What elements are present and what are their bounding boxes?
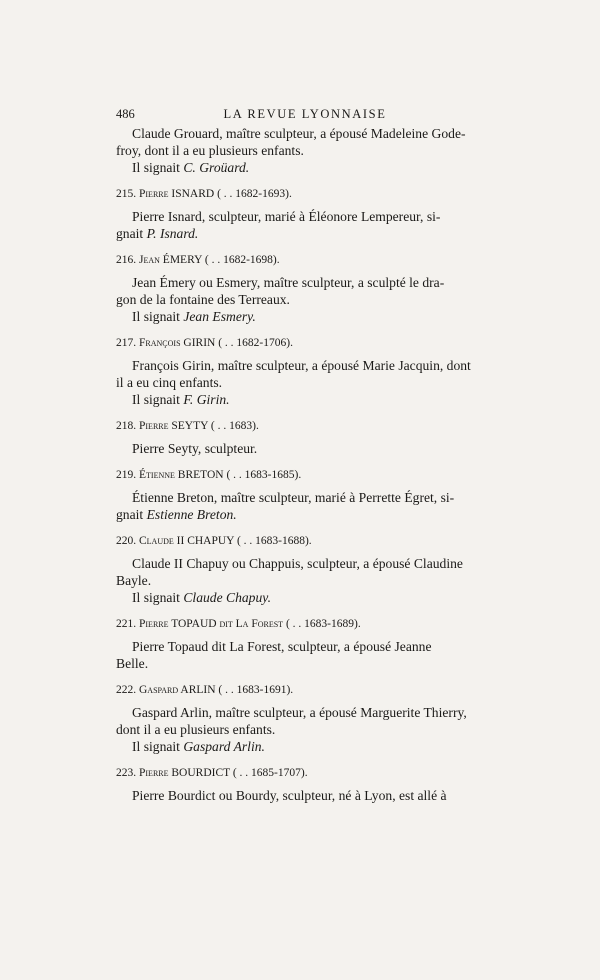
entry-signature: Il signait Gaspard Arlin.: [132, 739, 265, 754]
entry-219: [116, 467, 496, 523]
entry-220: [116, 533, 496, 606]
entry-218: [116, 418, 496, 457]
entry-text: Claude Grouard, maître sculpteur, a épousé Madeleine Gode- froy, dont il a eu plusieurs enfants.: [116, 126, 466, 158]
entry-222: [116, 682, 496, 755]
entry-215: [116, 186, 496, 242]
entry-text: Pierre Isnard, sculpteur, marié à Éléonore Lempereur, si- gnait P. Isnard.: [116, 209, 441, 241]
entry-signature: Il signait Jean Esmery.: [132, 309, 256, 324]
page-content: [116, 125, 496, 804]
page-header: [116, 107, 494, 123]
entry-signature: Il signait F. Girin.: [132, 392, 230, 407]
entry-221: [116, 616, 496, 672]
entry-continuation: [116, 125, 496, 176]
entry-heading: 220. Claude II CHAPUY ( . . 1683-1688).: [116, 535, 312, 547]
entry-text: Gaspard Arlin, maître sculpteur, a épousé Marguerite Thierry, dont il a eu plusieurs enfants.: [116, 705, 467, 737]
entry-text: Pierre Seyty, sculpteur.: [132, 441, 258, 456]
entry-216: [116, 252, 496, 325]
entry-text: Pierre Topaud dit La Forest, sculpteur, a épousé Jeanne Belle.: [116, 639, 432, 671]
entry-text: François Girin, maître sculpteur, a épousé Marie Jacquin, dont il a eu cinq enfants.: [116, 358, 471, 390]
running-title: LA REVUE LYONNAISE: [223, 107, 387, 121]
page-number: 486: [116, 107, 135, 121]
entry-text: Étienne Breton, maître sculpteur, marié à Perrette Égret, si- gnait Estienne Breton.: [116, 490, 455, 522]
entry-heading: 216. Jean ÉMERY ( . . 1682-1698).: [116, 254, 280, 266]
entry-217: [116, 335, 496, 408]
entry-heading: 222. Gaspard ARLIN ( . . 1683-1691).: [116, 684, 294, 696]
entry-signature: Il signait C. Groüard.: [132, 160, 250, 175]
entry-text: Claude II Chapuy ou Chappuis, sculpteur, a épousé Claudine Bayle.: [116, 556, 463, 588]
entry-heading: 219. Étienne BRETON ( . . 1683-1685).: [116, 469, 302, 481]
entry-signature: Il signait Claude Chapuy.: [132, 590, 271, 605]
entry-heading: 215. Pierre ISNARD ( . . 1682-1693).: [116, 188, 292, 200]
entry-text: Jean Émery ou Esmery, maître sculpteur, a sculpté le dra- gon de la fontaine des Terreaux.: [116, 275, 445, 307]
entry-text: Pierre Bourdict ou Bourdy, sculpteur, né à Lyon, est allé à: [132, 788, 447, 803]
entry-heading: 218. Pierre SEYTY ( . . 1683).: [116, 420, 259, 432]
entry-heading: 217. François GIRIN ( . . 1682-1706).: [116, 337, 293, 349]
entry-223: [116, 765, 496, 804]
entry-heading: 221. Pierre TOPAUD dit La Forest ( . . 1683-1689).: [116, 618, 361, 630]
entry-heading: 223. Pierre BOURDICT ( . . 1685-1707).: [116, 767, 308, 779]
